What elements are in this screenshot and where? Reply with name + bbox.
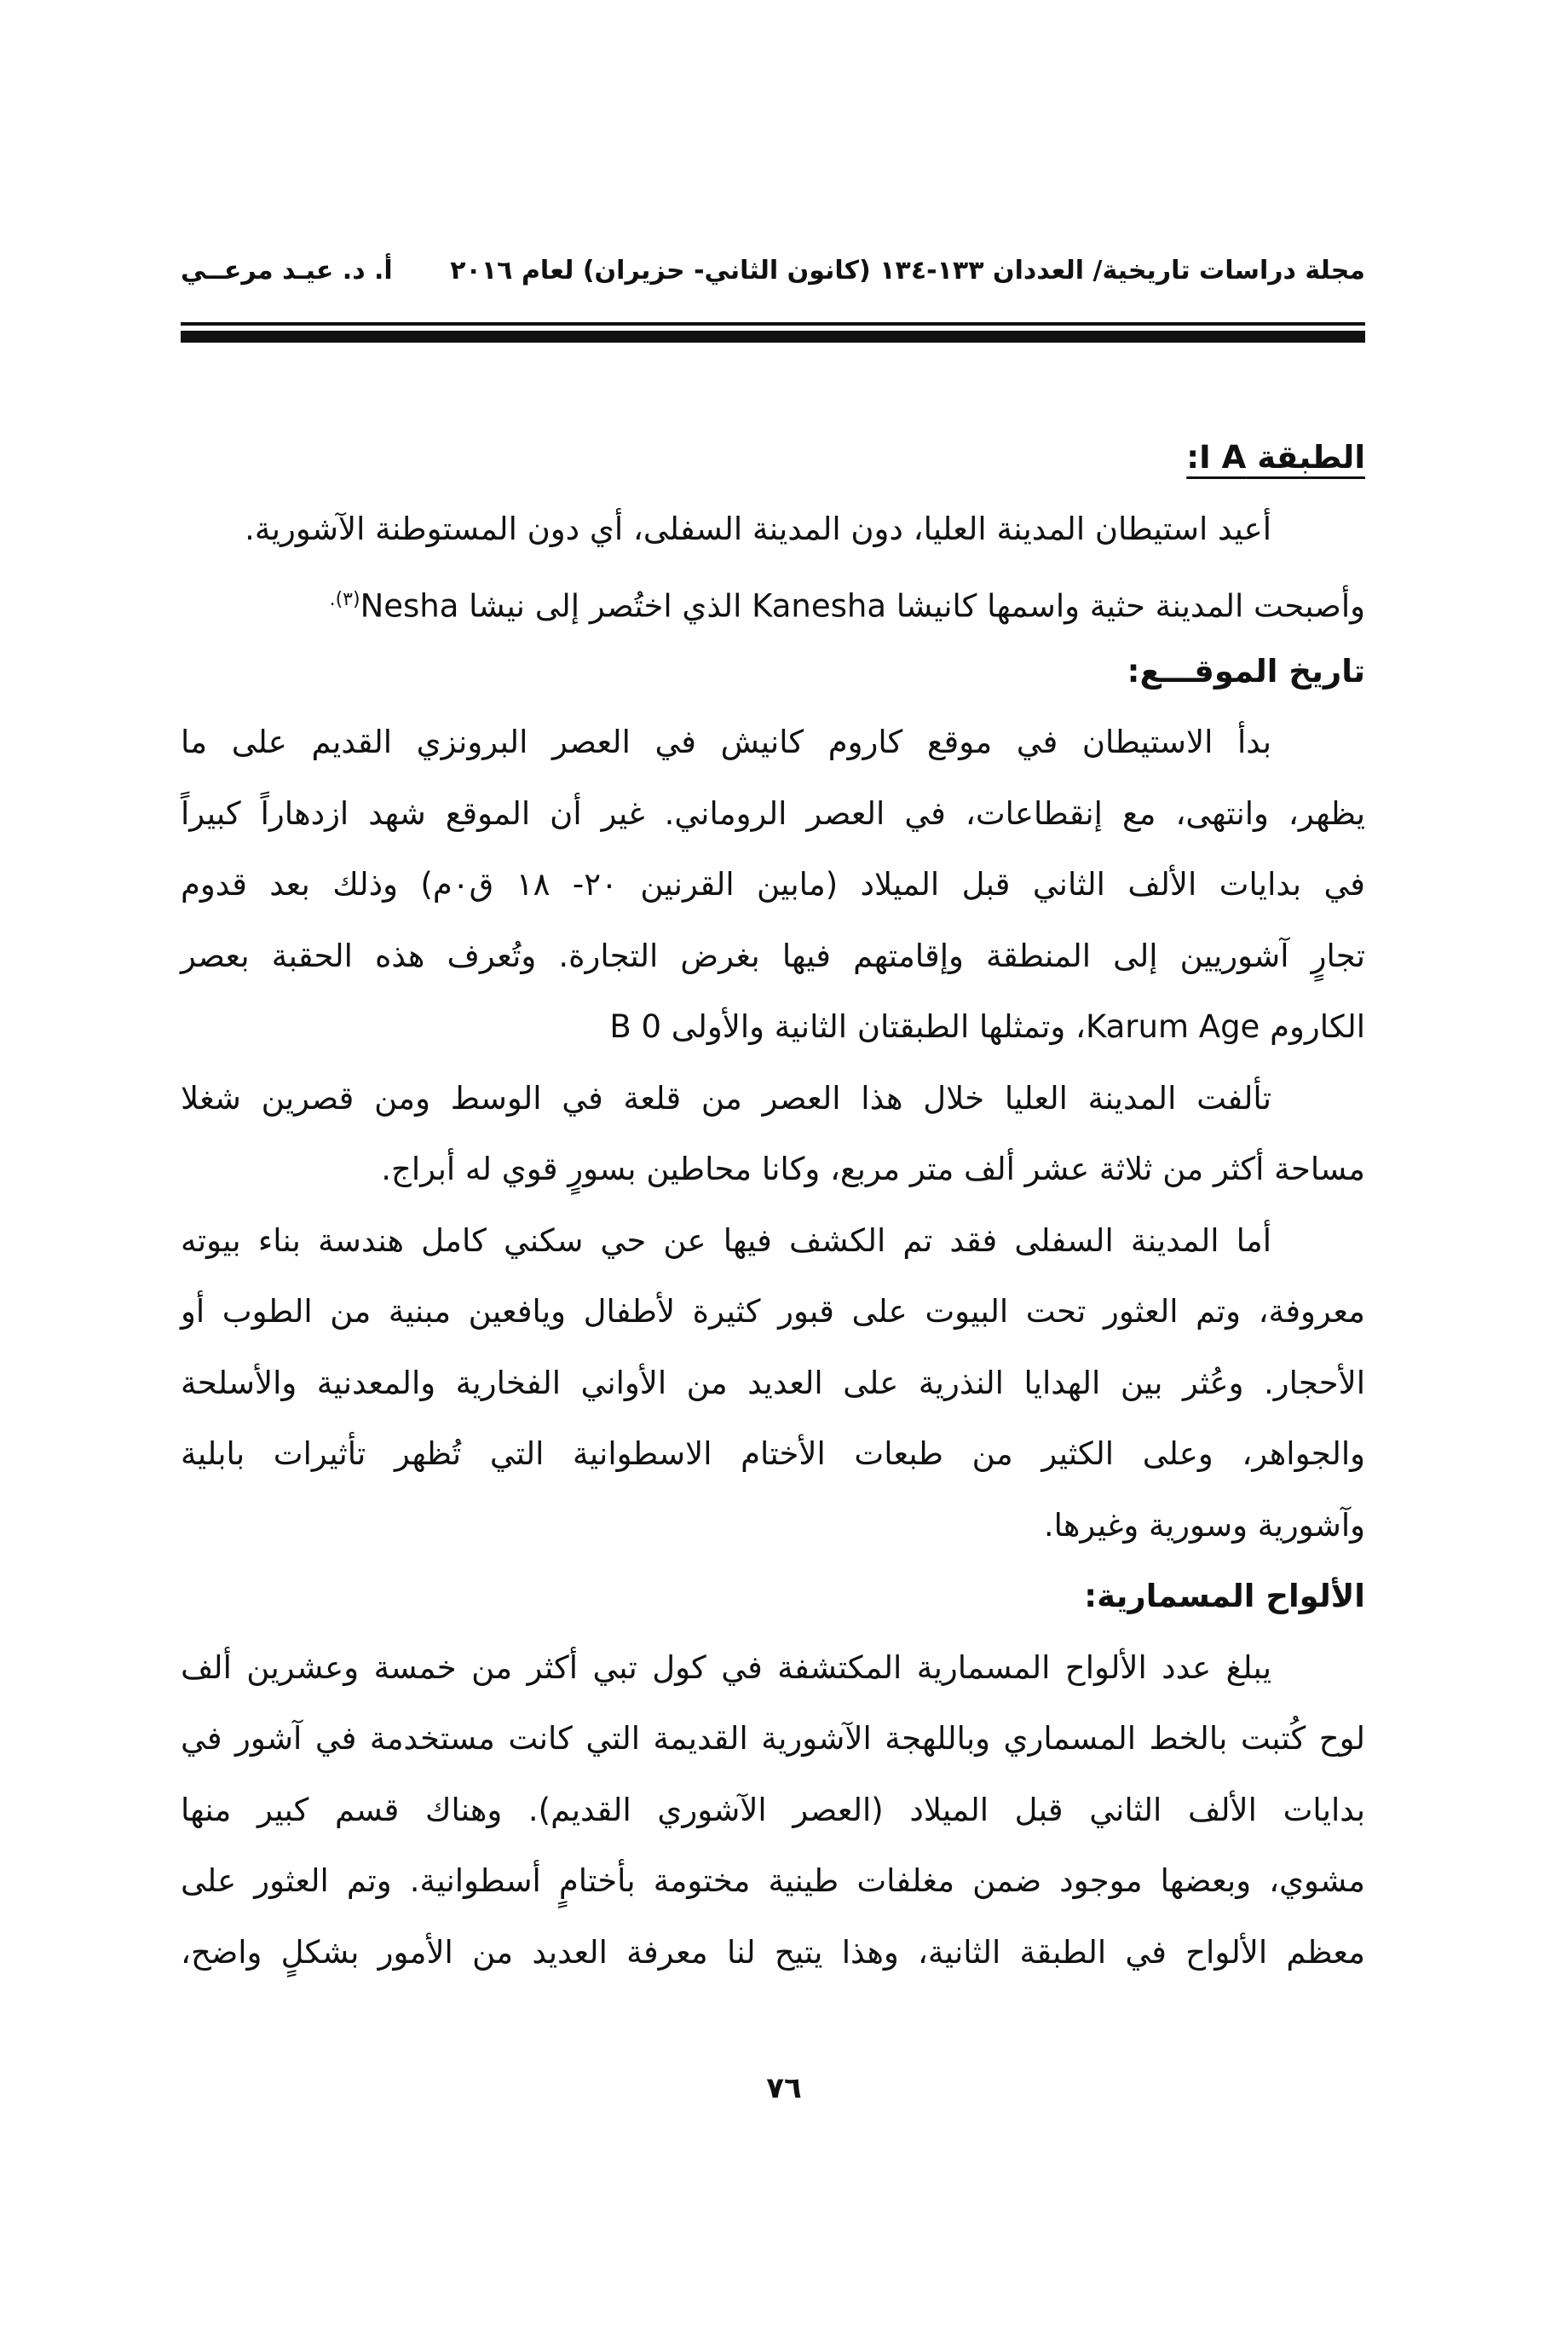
section-heading-cuneiform-tablets: الألواح المسمارية: — [1084, 1578, 1365, 1614]
page-number: ٧٦ — [766, 2071, 802, 2105]
text-line — [181, 564, 1365, 636]
text-line: الأحجار. وعُثر بين الهدايا النذرية على العديد من الأواني الفخارية والمعدنية والأسلحة — [181, 1364, 1365, 1401]
author-name: أ. د. عيـد مرعــي — [181, 256, 393, 286]
text-span: وأصبحت المدينة حثية واسمها كانيشا Kanesha الذي اختُصر إلى نيشا Nesha — [360, 587, 1365, 625]
text-line: معروفة، وتم العثور تحت البيوت على قبور كثيرة لأطفال ويافعين مبنية من الطوب أو — [181, 1293, 1365, 1330]
text-line: بدأ الاستيطان في موقع كاروم كانيش في العصر البرونزي القديم على ما — [181, 724, 1271, 760]
running-header — [181, 256, 1365, 307]
text-line: أما المدينة السفلى فقد تم الكشف فيها عن حي سكني كامل هندسة بناء بيوته — [181, 1221, 1271, 1259]
text-line: يظهر، وانتهى، مع إنقطاعات، في العصر الروماني. غير أن الموقع شهد ازدهاراً كبيراً — [181, 794, 1365, 832]
text-line: بدايات الألف الثاني قبل الميلاد (العصر الآشوري القديم). وهناك قسم كبير منها — [181, 1791, 1365, 1828]
page-body — [181, 422, 1365, 1988]
text-line: مساحة أكثر من ثلاثة عشر ألف متر مربع، وكانا محاطين بسورٍ قوي له أبراج. — [381, 1151, 1365, 1187]
text-line: والجواهر، وعلى الكثير من طبعات الأختام الاسطوانية التي تُظهر تأثيرات بابلية — [181, 1435, 1365, 1472]
footnote-ref[interactable]: (٣). — [329, 589, 360, 610]
text-line: يبلغ عدد الألواح المسمارية المكتشفة في كول تبي أكثر من خمسة وعشرين ألف — [181, 1648, 1271, 1686]
text-line: في بدايات الألف الثاني قبل الميلاد (مابين القرنين ٢٠- ١٨ ق٠م) وذلك بعد قدوم — [181, 866, 1365, 903]
section-heading-layer-ia: الطبقة I A: — [1186, 439, 1365, 476]
header-rule-thin — [181, 322, 1365, 326]
header-rule-thick — [181, 331, 1365, 343]
text-line: تجارٍ آشوريين إلى المنطقة وإقامتهم فيها بغرض التجارة. وتُعرف هذه الحقبة بعصر — [181, 937, 1365, 974]
text-line: معظم الألواح في الطبقة الثانية، وهذا يتيح لنا معرفة العديد من الأمور بشكلٍ واضح، — [181, 1933, 1365, 1971]
text-line: الكاروم Karum Age، وتمثلها الطبقتان الثانية والأولى B 0 — [609, 1008, 1365, 1045]
text-line: تألفت المدينة العليا خلال هذا العصر من قلعة في الوسط ومن قصرين شغلا — [181, 1079, 1271, 1117]
text-line: مشوي، وبعضها موجود ضمن مغلفات طينية مختومة بأختامٍ أسطوانية. وتم العثور على — [181, 1862, 1365, 1899]
text-line: أعيد استيطان المدينة العليا، دون المدينة السفلى، أي دون المستوطنة الآشورية. — [245, 510, 1271, 547]
section-heading-site-history: تاريخ الموقـــع: — [1127, 652, 1365, 690]
journal-title: مجلة دراسات تاريخية/ العددان ١٣٣-١٣٤ (كانون الثاني- حزيران) لعام ٢٠١٦ — [450, 256, 1365, 286]
text-line: وآشورية وسورية وغيرها. — [1043, 1506, 1365, 1544]
text-line: لوح كُتبت بالخط المسماري وباللهجة الآشورية القديمة التي كانت مستخدمة في آشور في — [181, 1720, 1365, 1757]
